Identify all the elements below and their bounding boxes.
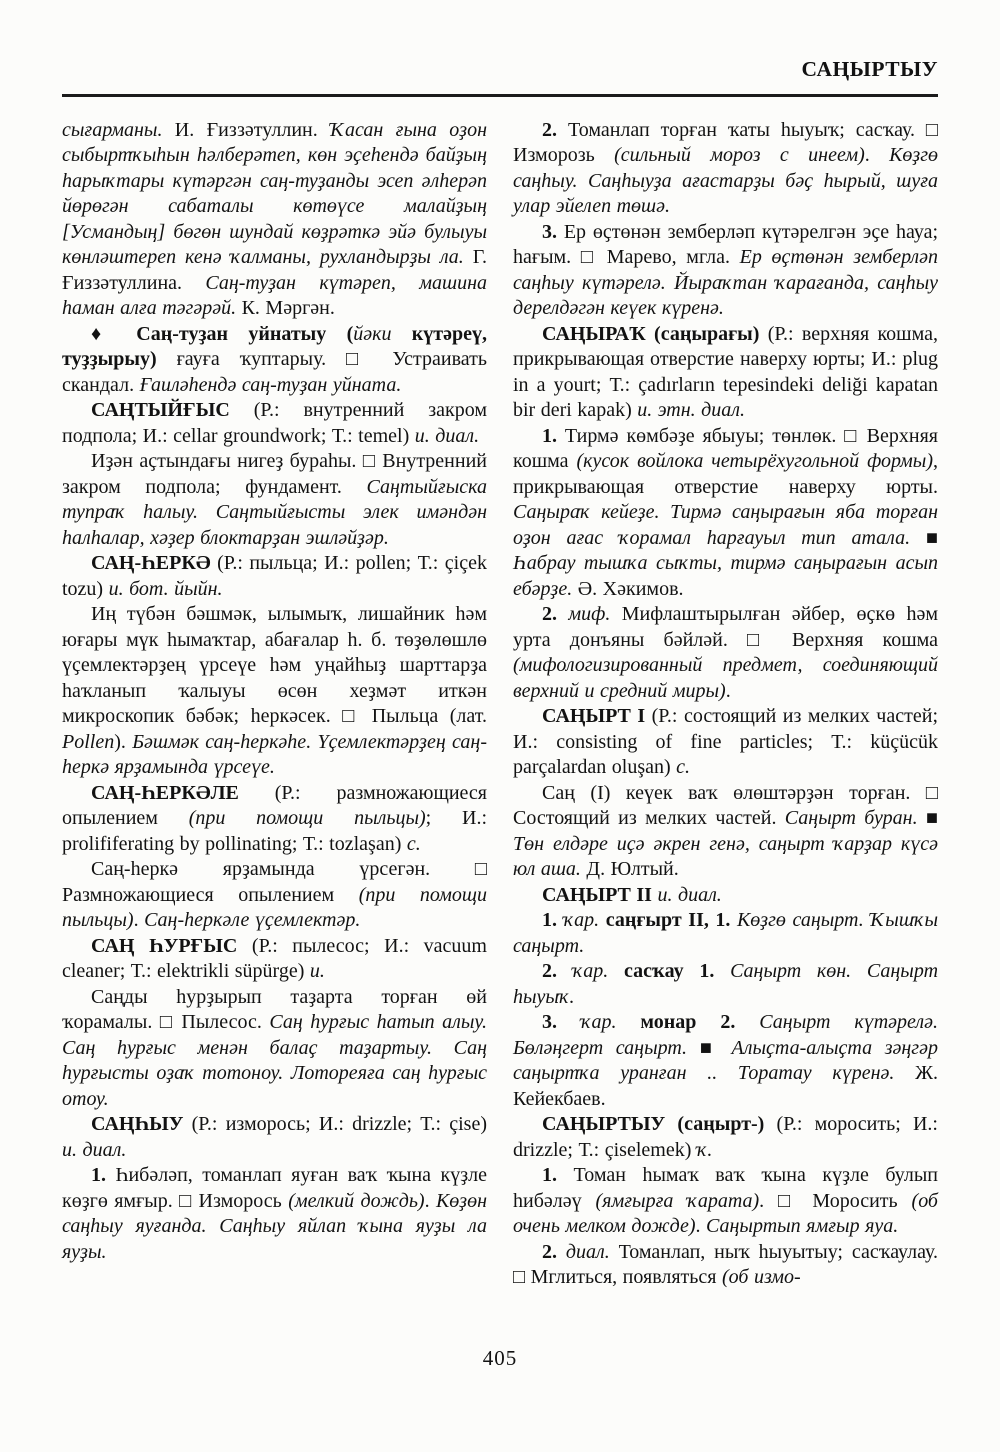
text-segment: ; И.: prolififerating by pollinating; Т.: tozlaşan) — [62, 807, 488, 855]
text-segment: Һибәләп, томанлап яуған ваҡ ҡына күҙле көҙгө ямғыр. □ Изморось — [62, 1164, 487, 1212]
text-segment — [714, 960, 730, 982]
text-segment: ). — [114, 730, 133, 753]
text-segment: Томанлап торған ҡаты һыуыҡ; сасҡау. □ Изморозь — [513, 118, 939, 166]
text-segment: ■ — [917, 807, 938, 829]
text-segment: 1. — [91, 1164, 116, 1186]
text-segment: 1. — [542, 1164, 574, 1186]
dictionary-paragraph — [62, 781, 487, 858]
header-rule — [62, 94, 938, 97]
text-segment: Ҡасан ғына оҙон сыбыртҡыһын һәлберәтеп, көн эҫеһендә байҙың һарыҡтары күтәргән саң-туҙанды эсеп әлһерәп йөрөгән сабаталы көтөүсе малайҙың [Усмандың] бөгөн шундай көҙрәткә эйә булыуы көнләштереп кенә ҡалманы, рухландырҙы ла. — [62, 118, 487, 268]
text-segment: (ямғырға ҡарата) — [595, 1189, 760, 1212]
text-segment: Саң һурғыс һатып алыу. Саң һурғыс менән балаҫ таҙартыу. Саң һурғысты оҙаҡ тотоноу. Лотореяға саң һурғыс отоу. — [62, 1011, 488, 1110]
page-footer — [0, 1346, 1000, 1371]
text-segment: Саңырт күтәрелә. Бөләңгерт саңырт. — [513, 1011, 939, 1059]
dictionary-paragraph — [62, 1112, 487, 1163]
text-segment — [735, 1011, 759, 1033]
text-segment: (об измо- — [722, 1266, 801, 1288]
text-segment — [608, 960, 624, 982]
text-segment — [599, 909, 606, 931]
text-segment: Саң-һеркәле үҫемлектәр. — [144, 909, 361, 931]
text-segment: ҡ. — [696, 1138, 713, 1161]
dictionary-paragraph — [513, 118, 938, 220]
text-segment: САҢ-ҺЕРКӘ — [91, 552, 211, 574]
text-segment: Саң-туҙан күтәреп, машина һаман алға тәгәрәй. — [62, 271, 487, 319]
text-segment: Тирмә көмбәҙе ябыуы; төнлөк. □ Верхняя кошма — [513, 424, 939, 472]
dictionary-paragraph — [513, 1240, 938, 1291]
text-segment: . — [133, 909, 145, 931]
text-segment: Саңырт көн. Саңырт һыуыҡ. — [513, 960, 939, 1008]
text-segment: (Р.: пылесос; И.: vacuum cleaner; Т.: elektrikli süpürge) — [62, 934, 487, 982]
text-segment: 2. — [542, 960, 573, 982]
dictionary-paragraph — [62, 857, 487, 934]
text-segment: монар 2. — [640, 1011, 736, 1033]
text-segment: саңғырт II, 1. — [605, 909, 731, 931]
column-right — [513, 118, 938, 1291]
dictionary-paragraph — [62, 322, 487, 399]
text-segment: с. — [676, 756, 691, 778]
text-segment: миф. — [568, 603, 611, 625]
text-segment: Иң түбән бәшмәк, ылымыҡ, лишайник һәм юғары мүк һымаҡтар, абағалар һ. б. төҙөлөшлө үҫемлектәрҙең үрсеүе һәм уңайһыҙ шарттарҙа һаҡланып ҡалыуы өсөн хеҙмәт иткән микроскопик бәбәк; һеркәсек. □ Пыльца (лат. — [62, 603, 487, 727]
dictionary-paragraph — [513, 908, 938, 959]
text-segment: (сильный мороз с инеем) — [614, 144, 865, 166]
text-segment: с. — [406, 832, 421, 855]
text-segment: и. — [309, 960, 325, 982]
text-segment: (Р.: состоящий из мелких частей; И.: consisting of fine particles; Т.: küçücük parçalardan oluşan) — [513, 705, 938, 778]
text-segment: . — [695, 1215, 707, 1237]
dictionary-paragraph — [62, 449, 487, 551]
text-segment: и. диал. — [62, 1138, 127, 1161]
text-segment: Ж. Кейекбаев. — [513, 1062, 939, 1110]
text-segment: (об очень мелком дожде) — [513, 1189, 938, 1237]
text-segment: Көҙгө саңырт. Ҡышҡы саңырт. — [513, 909, 939, 957]
text-columns — [62, 118, 938, 1291]
text-segment: САҢҺЫУ — [91, 1113, 184, 1135]
text-segment: 1. — [542, 424, 565, 447]
running-title: САҢЫРТЫУ — [801, 57, 938, 81]
text-segment: (Р.: размножающиеся опылением — [62, 781, 487, 829]
text-segment: ■ — [910, 526, 938, 549]
page-number: 405 — [482, 1346, 518, 1370]
text-segment: и. бот. йыйн. — [108, 577, 223, 600]
text-segment: 2. — [542, 603, 569, 625]
text-segment: Саңыртып ямғыр яуа. — [706, 1215, 899, 1237]
dictionary-paragraph — [513, 220, 938, 322]
text-segment: Төн елдәре иҫә әкрен генә, саңырт ҡарҙар күсә юл аша. — [513, 832, 938, 880]
text-segment: ҡар. — [563, 909, 600, 931]
text-segment: Һабрау тышҡа сыҡты, тирмә саңырағын асып ебәрҙе. — [513, 552, 938, 600]
text-segment: (мелкий дождь) — [288, 1189, 425, 1212]
text-segment: йәки — [353, 322, 392, 345]
dictionary-paragraph — [513, 781, 938, 883]
text-segment: Г. Ғиззәтуллина. — [62, 246, 487, 294]
text-segment: . — [424, 1189, 437, 1212]
text-segment: 2. — [542, 118, 568, 141]
text-segment: (кусок войлока четырёхугольной формы) — [576, 450, 933, 472]
dictionary-paragraph — [62, 398, 487, 449]
text-segment: Алыҫта-алыҫта зәңгәр саңыртҡа уранған .. Торатау күренә. — [513, 1036, 938, 1084]
text-segment: Бәшмәк саң-һеркәһе. Үҫемлектәрҙең саң-һеркә ярҙамында үрсеүе. — [62, 730, 487, 778]
text-segment: САҢТЫЙҒЫС — [91, 399, 230, 421]
text-segment: Саңырт буран. — [784, 807, 918, 829]
text-segment: Ер өҫтөнән земберләп күтәрелгән эҫе һауа; һағым. □ Марево, мгла. — [513, 220, 939, 268]
dictionary-paragraph — [513, 959, 938, 1010]
dictionary-paragraph — [513, 1163, 938, 1240]
text-segment: (при помощи пыльцы) — [62, 883, 488, 931]
text-segment: Көҙөн саңһыу яуғанда. Саңһыу яйлап ҡына яуҙы ла яуҙы. — [62, 1189, 488, 1263]
text-segment: Д. Юлтый. — [580, 858, 679, 880]
dictionary-paragraph — [513, 883, 938, 909]
text-segment: Pollen — [62, 730, 115, 753]
text-segment: . — [864, 144, 890, 166]
dictionary-paragraph — [62, 602, 487, 781]
text-segment: Саңды һурҙырып таҙарта торған өй ҡорамалы. □ Пылесос. — [62, 985, 487, 1033]
text-segment: и. диал. — [414, 424, 480, 447]
text-segment: (Р.: пыльца; И.: pollen; Т.: çiçek tozu) — [62, 552, 487, 600]
text-segment: (Р.: внутренний закром подпола; И.: cellar groundwork; Т.: temel) — [62, 399, 487, 447]
text-segment: Томан һымаҡ ваҡ ҡына күҙле булып һибәләү — [513, 1164, 939, 1212]
text-segment: САҢЫРАҠ (саңырағы) — [542, 322, 760, 345]
text-segment: Ғаиләһендә саң-туҙан уйната. — [139, 373, 402, 396]
text-segment: САҢ ҺУРҒЫС — [91, 934, 238, 957]
text-segment: ғауға ҡуптарыу. □ Устраивать скандал. — [62, 348, 487, 396]
text-segment: и. этн. диал. — [637, 399, 745, 421]
text-segment: ҡар. — [580, 1011, 617, 1033]
dictionary-paragraph — [513, 424, 938, 603]
text-segment: И. Ғиззәтуллин. — [162, 118, 331, 141]
text-segment: . □ Моросить — [759, 1189, 912, 1212]
text-segment: , прикрывающая отверстие наверху юрты. — [513, 450, 938, 498]
text-segment: Ә. Хәкимов. — [572, 577, 684, 600]
text-segment: 1. — [542, 909, 564, 931]
text-segment: (мифологизированный предмет, соединяющий верхний и средний миры) — [513, 654, 938, 702]
dictionary-paragraph — [62, 118, 487, 322]
text-segment: Иҙән аҫтындағы нигеҙ бураһы. □ Внутренний закром подпола; фундамент. — [62, 450, 487, 498]
text-segment: Ер өҫтөнән земберләп саңһыу күтәрелә. Йыраҡтан ҡарағанда, саңһыу дерелдәгән кеүек күренә. — [513, 246, 938, 319]
dictionary-paragraph — [62, 934, 487, 985]
text-segment: ♦ Саң-туҙан уйнатыу ( — [91, 322, 354, 345]
text-segment: (при помощи пыльцы) — [188, 807, 426, 829]
text-segment: САҢЫРТ I — [542, 705, 646, 727]
text-segment: ҡар. — [572, 960, 609, 982]
text-segment: (Р.: моросить; И.: drizzle; Т.: çiselemek) — [513, 1113, 938, 1161]
text-segment: Мифлаштырылған әйбер, өҫкө һәм урта донъяны бәйләй. □ Верхняя кошма — [513, 603, 938, 651]
dictionary-paragraph — [62, 1163, 487, 1265]
text-segment: Көҙгө саңһыу. Саңһыуҙа ағастарҙы бәҫ һырый, шуға улар эйелеп төшә. — [513, 144, 939, 217]
text-segment: (Р.: верхняя кошма, прикрывающая отверстие наверху юрты; И.: plug in a yourt; Т.: çadırların tepesindeki deliği kapatan bir deri kapak) — [513, 322, 938, 421]
dictionary-paragraph — [513, 1112, 938, 1163]
dictionary-paragraph — [62, 551, 487, 602]
text-segment: 2. — [542, 1240, 566, 1263]
text-segment: САҢЫРТ II — [542, 883, 652, 906]
text-segment: и. диал. — [657, 883, 722, 906]
text-segment: САҢЫРТЫУ (саңырт-) — [542, 1113, 765, 1135]
text-segment: Саңтыйғыска тупраҡ һалыу. Саңтыйғысты элек имәндән һалһалар, хәҙер блоктарҙан эшләйҙәр. — [62, 475, 487, 549]
text-segment: Саң (I) кеүек ваҡ өлөштәрҙән торған. □ Состоящий из мелких частей. — [513, 781, 938, 829]
text-segment: ■ — [687, 1036, 732, 1059]
text-segment: күтәреү, туҙҙырыу) — [62, 322, 487, 370]
text-segment — [616, 1011, 640, 1033]
dictionary-paragraph — [513, 1010, 938, 1112]
text-segment: Саң-һеркә ярҙамында үрсегән. □ Размножающиеся опылением — [62, 858, 487, 906]
text-segment: 3. — [542, 1011, 581, 1033]
dictionary-paragraph — [513, 602, 938, 704]
text-segment: Томанлап, ныҡ һыуытыу; сасҡаулау. □ Мглиться, появляться — [513, 1240, 939, 1288]
text-segment: К. Мәргән. — [236, 297, 335, 319]
text-segment: . — [725, 679, 731, 702]
dictionary-paragraph — [62, 985, 487, 1113]
column-left — [62, 118, 487, 1291]
text-segment: САҢ-ҺЕРКӘЛЕ — [91, 781, 239, 804]
text-segment: сасҡау 1. — [624, 960, 715, 982]
text-segment: сығарманы. — [62, 118, 163, 141]
text-segment: (Р.: изморось; И.: drizzle; Т.: çise) — [183, 1113, 487, 1135]
dictionary-paragraph — [513, 704, 938, 781]
text-segment: 3. — [542, 220, 564, 243]
text-segment: Саңыраҡ кейеҙе. Тирмә саңырағын яба торған оҙон ағас ҡорамал һарғауыл тип атала. — [513, 501, 938, 549]
dictionary-paragraph — [513, 322, 938, 424]
text-segment: диал. — [565, 1240, 610, 1263]
page-header — [62, 56, 938, 83]
